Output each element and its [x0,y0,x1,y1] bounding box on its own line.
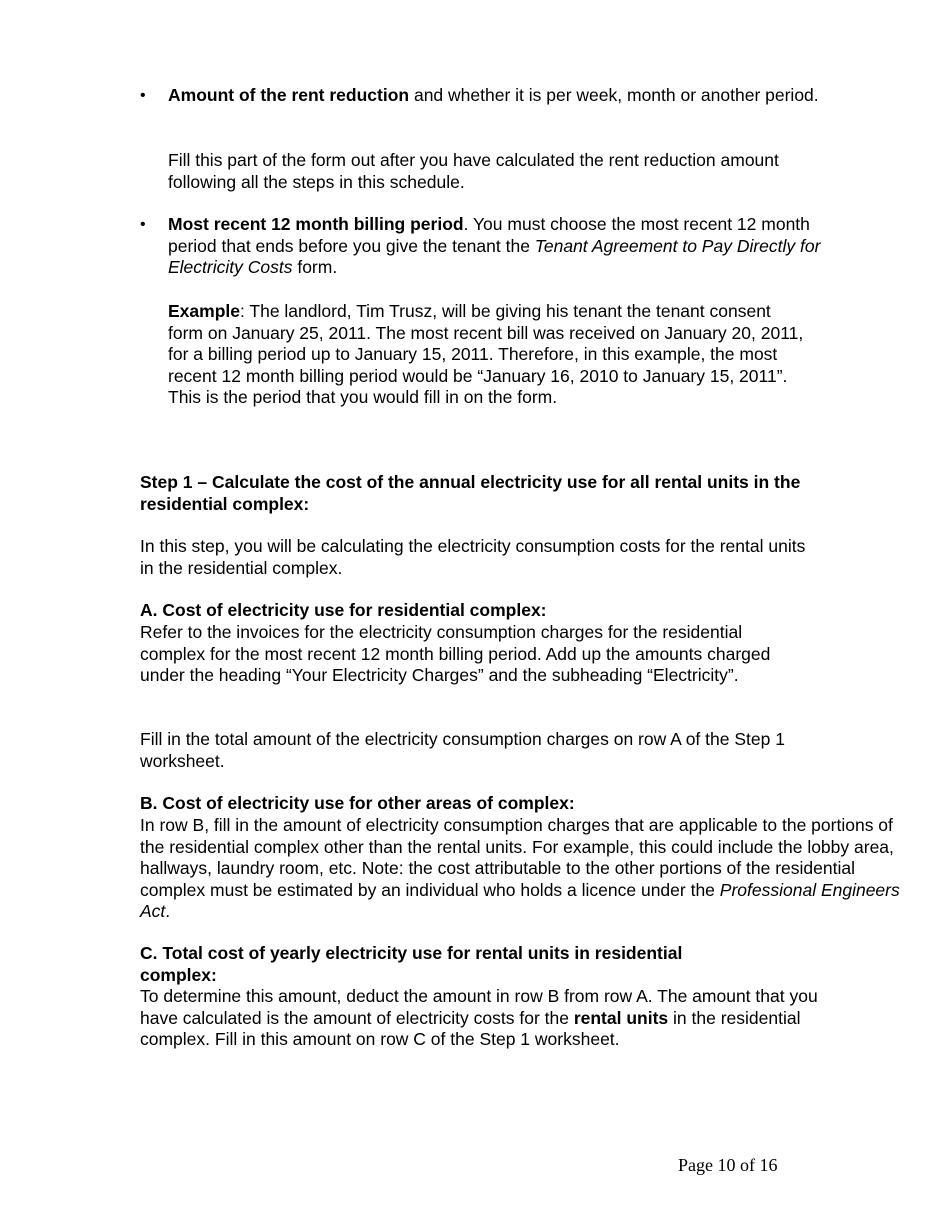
bullet-icon: • [140,216,146,233]
bullet-billing-period [140,214,840,279]
bullet-icon: • [140,87,146,104]
bullet-rest: and whether it is per week, month or another period. [409,85,819,105]
section-a-fill: Fill in the total amount of the electricity consumption charges on row A of the Step 1 worksheet. [140,729,785,771]
section-b-body: In row B, fill in the amount of electricity consumption charges that are applicable to the portions of the residential complex other than the rental units. For example, this could include the lobby area, hallways, laundry room, etc. Note: the cost attributable to the other portions of the residential complex must be estimated by an individual who holds a licence under the [140,815,894,900]
section-b-end: . [165,901,171,922]
example-paragraph [168,301,808,409]
bullet-bold-label: Most recent 12 month billing period [168,214,464,234]
bullet-bold-label: Amount of the rent reduction [168,85,410,105]
example-text: : The landlord, Tim Trusz, will be giving his tenant the tenant consent form on January 25, 2011. The most recent bill was received on January 20, 2011, for a billing period up to January 15, 2011. Therefore, in this example, the most recent 12 month billing period would be “January 16, 2010 to January 15, 2011”. This is the period that you would fill in on the form. [168,301,804,408]
bullet-text [168,85,840,107]
step1-intro: In this step, you will be calculating the electricity consumption costs for the rental units in the residential complex. [140,536,806,578]
form-title: Tenant Agreement to Pay Directly for Electricity Costs [168,235,821,278]
bullet-rest: . You must choose the most recent 12 month period that ends before you give the tenant the [168,214,810,256]
section-c-end: in the residential complex. Fill in this amount on row C of the Step 1 worksheet. [140,1007,801,1050]
step1-heading: Step 1 – Calculate the cost of the annual electricity use for all rental units in the residential complex: [140,472,801,514]
section-a-heading: A. Cost of electricity use for residential complex: [140,600,547,620]
section-c-body: To determine this amount, deduct the amount in row B from row A. The amount that you have calculated is the amount of electricity costs for the [140,986,818,1028]
rental-units-emphasis: rental units [573,1007,669,1028]
section-c-heading: C. Total cost of yearly electricity use for rental units in residential complex: [140,943,683,985]
rent-reduction-note: Fill this part of the form out after you have calculated the rent reduction amount following all the steps in this schedule. [168,150,779,192]
section-b-heading: B. Cost of electricity use for other areas of complex: [140,793,575,813]
section-b-text [140,815,905,923]
section-c-text [140,986,820,1051]
bullet-rest-end: form. [292,257,338,278]
act-title: Professional Engineers Act [140,879,900,922]
page-number: Page 10 of 16 [678,1155,778,1175]
example-label: Example [168,301,240,321]
bullet-text [168,214,840,279]
bullet-rent-reduction [140,85,840,107]
section-a-text: Refer to the invoices for the electricity consumption charges for the residential complex for the most recent 12 month billing period. Add up the amounts charged under the heading “Your Electricity Charges” and the subheading “Electricity”. [140,622,771,686]
